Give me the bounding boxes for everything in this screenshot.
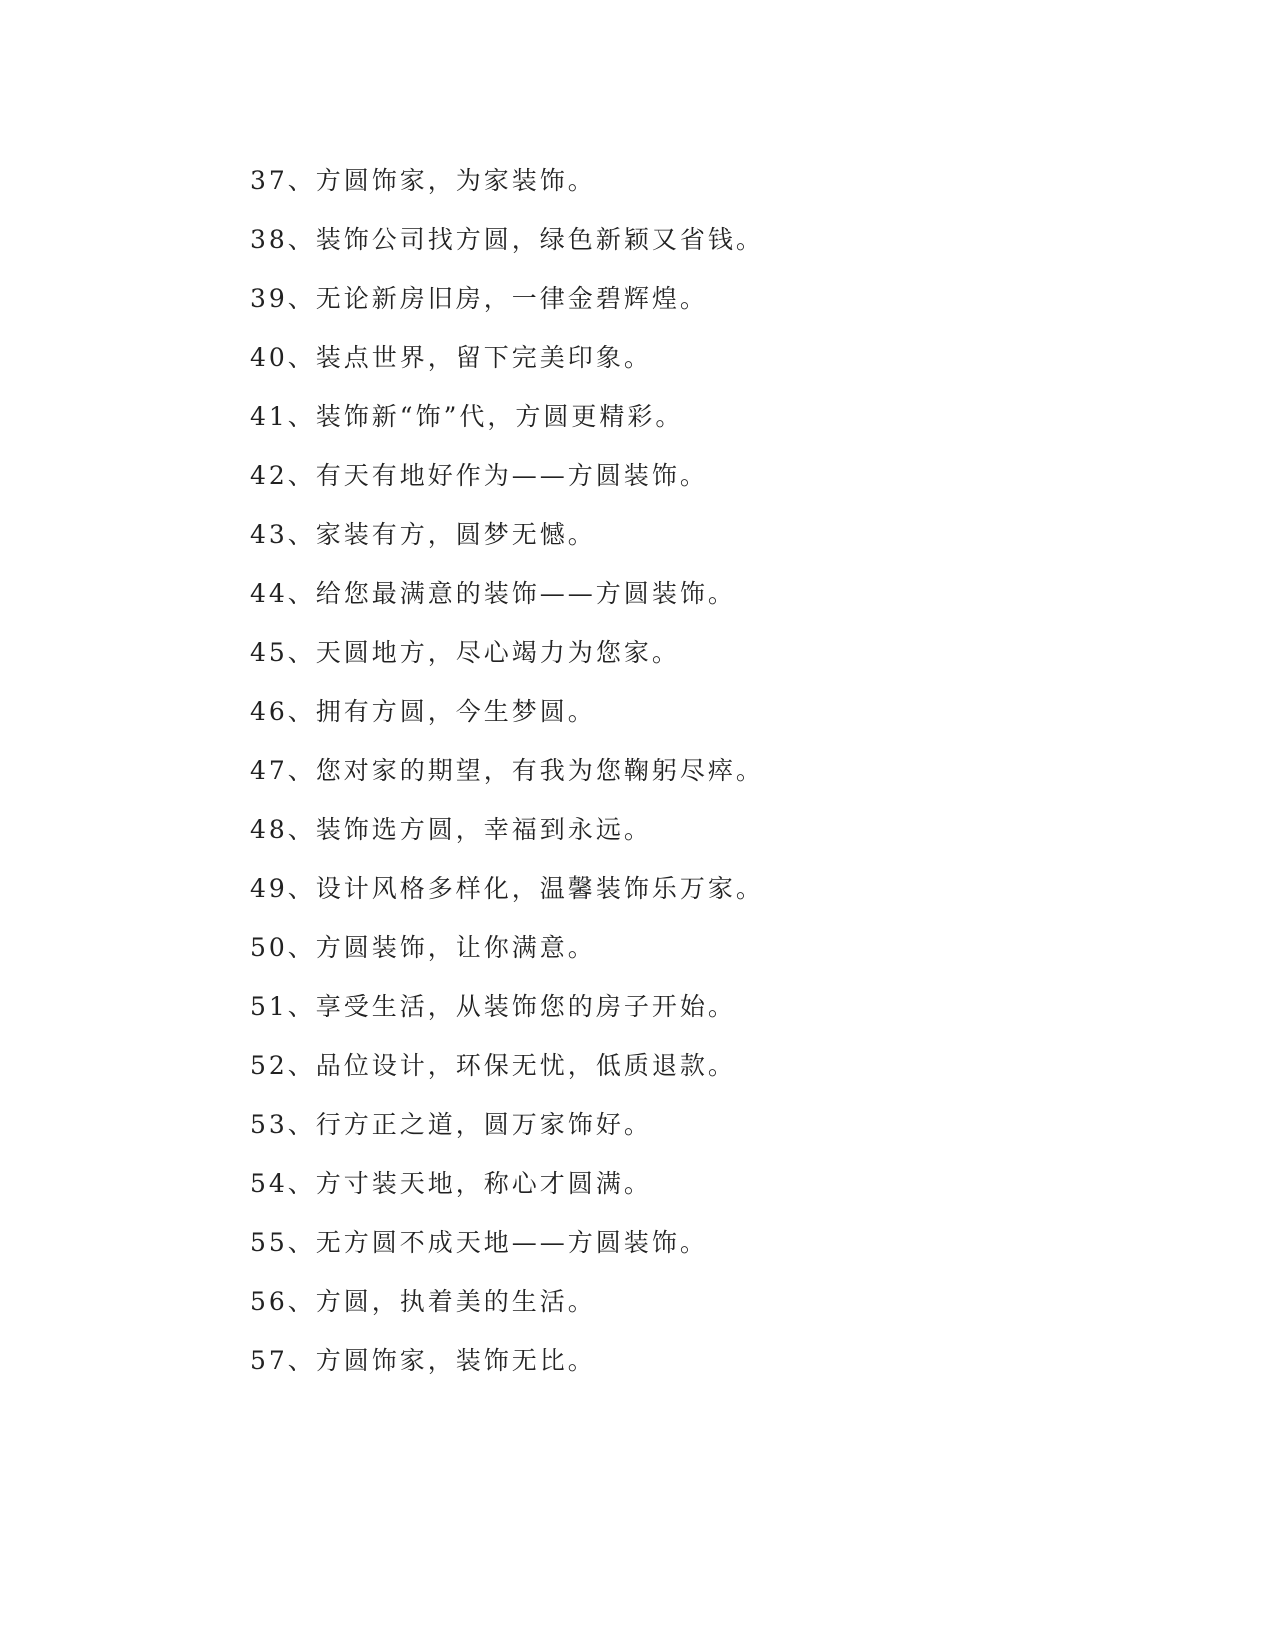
slogan-line: 45、天圆地方，尽心竭力为您家。 <box>250 638 680 667</box>
slogan-line: 56、方圆，执着美的生活。 <box>250 1287 596 1316</box>
slogan-line: 55、无方圆不成天地——方圆装饰。 <box>250 1228 708 1257</box>
slogan-line: 43、家装有方，圆梦无憾。 <box>250 520 596 549</box>
slogan-line: 47、您对家的期望，有我为您鞠躬尽瘁。 <box>250 756 764 785</box>
slogan-line: 51、享受生活，从装饰您的房子开始。 <box>250 992 736 1021</box>
slogan-line: 42、有天有地好作为——方圆装饰。 <box>250 461 708 490</box>
slogan-line: 41、装饰新“饰”代，方圆更精彩。 <box>250 402 684 431</box>
slogan-line: 44、给您最满意的装饰——方圆装饰。 <box>250 579 736 608</box>
slogan-list <box>250 163 764 1402</box>
slogan-line: 37、方圆饰家，为家装饰。 <box>250 166 596 195</box>
slogan-line: 38、装饰公司找方圆，绿色新颖又省钱。 <box>250 225 764 254</box>
slogan-line: 57、方圆饰家，装饰无比。 <box>250 1346 596 1375</box>
slogan-line: 40、装点世界，留下完美印象。 <box>250 343 652 372</box>
slogan-line: 50、方圆装饰，让你满意。 <box>250 933 596 962</box>
slogan-line: 48、装饰选方圆，幸福到永远。 <box>250 815 652 844</box>
slogan-line: 52、品位设计，环保无忧，低质退款。 <box>250 1051 736 1080</box>
slogan-line: 54、方寸装天地，称心才圆满。 <box>250 1169 652 1198</box>
slogan-line: 49、设计风格多样化，温馨装饰乐万家。 <box>250 874 764 903</box>
slogan-line: 39、无论新房旧房，一律金碧辉煌。 <box>250 284 708 313</box>
slogan-line: 53、行方正之道，圆万家饰好。 <box>250 1110 652 1139</box>
slogan-line: 46、拥有方圆，今生梦圆。 <box>250 697 596 726</box>
